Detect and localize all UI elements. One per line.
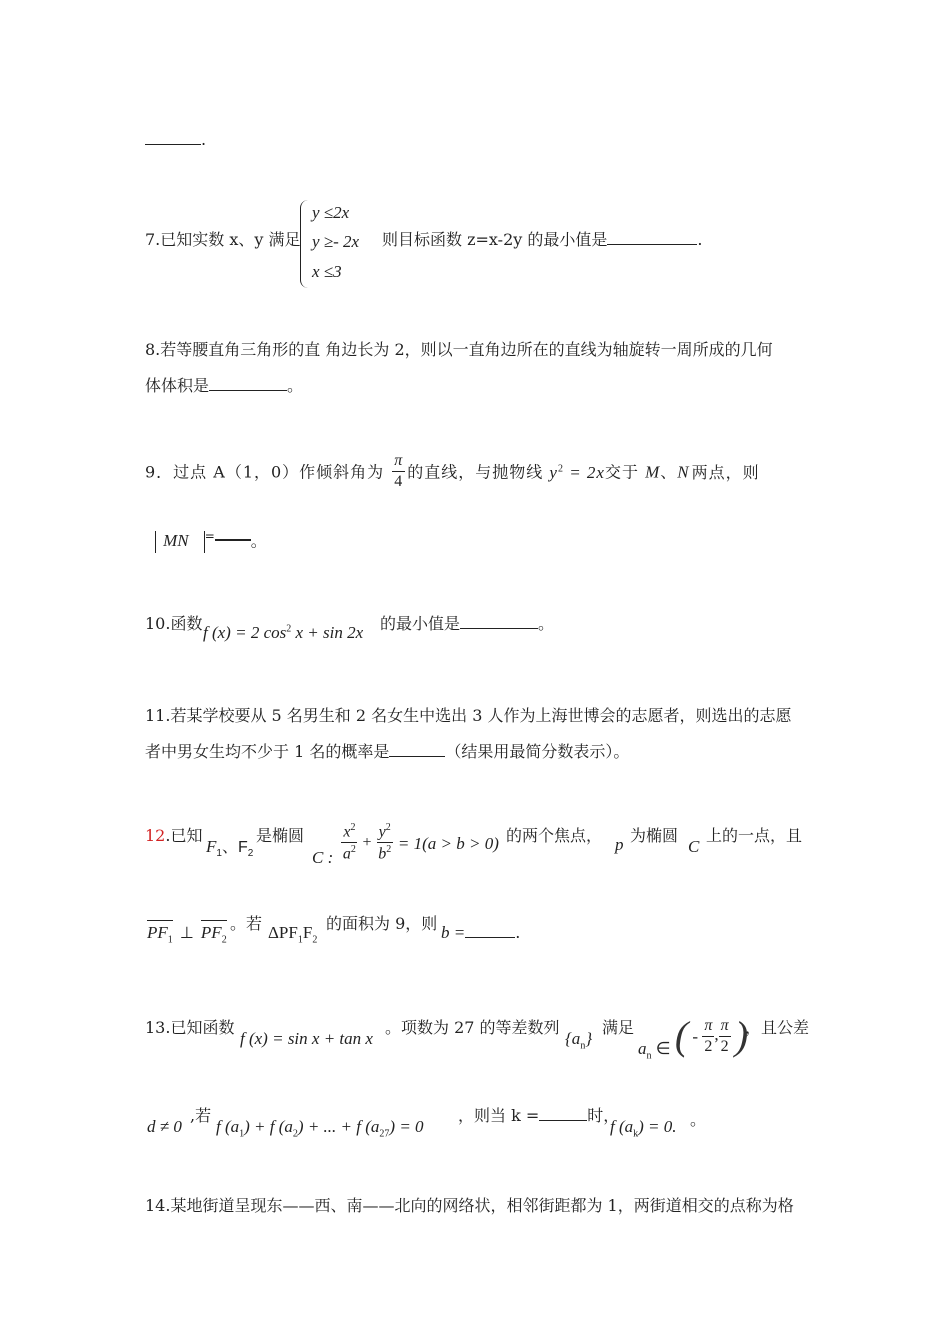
question-13-end: 。 — [690, 1110, 707, 1129]
question-12: 12.已知 — [145, 826, 203, 845]
question-12-on: 为椭圆 — [630, 826, 679, 845]
fak-expression: f $(a_k) = 0$. — [610, 1117, 677, 1140]
answer-blank — [145, 144, 201, 145]
question-12-foci: 的两个焦点， — [506, 826, 603, 845]
question-11-line2: 者中男女生均不少于 1 名的概率是 （结果用最简分数表示）。 — [145, 742, 630, 761]
question-7: 7.已知实数 x、y 满足 — [145, 230, 301, 249]
question-14-line1: 14.某地街道呈现东——西、南——北向的网络状，相邻街距都为 1，两街道相交的点称为格 — [145, 1196, 794, 1215]
constraint-1: y ≤2x — [312, 203, 350, 222]
foci-labels: $F_1$、$F_2$ — [206, 837, 254, 860]
answer-blank — [389, 756, 445, 757]
constraint-3: x ≤3 — [312, 262, 342, 281]
question-12-area: 的面积为 9，则 — [326, 914, 438, 933]
question-10-tail: 的最小值是 。 — [380, 614, 555, 633]
triangle-label: $\Delta PF_1F_2$ — [268, 923, 318, 946]
question-12-is: 是椭圆 — [256, 826, 305, 845]
question-9: 9．过点 A（1，0）作倾斜角为 $\frac{\pi}{4}$ 的直线，与抛物线 $y^2 = 2x$交于 M、N 两点，则 — [145, 452, 760, 490]
fraction-pi-4: $\frac{\pi}{4}$ — [394, 452, 404, 490]
abs-bar-left — [155, 531, 156, 553]
right-paren-icon: ) — [734, 1013, 749, 1058]
sum-expression: f $(a_1) + f$ $(a_2)$ + ... + f $(a_{27}) = 0$ — [216, 1117, 424, 1140]
question-13-line2: d ≠ 0 — [147, 1117, 182, 1136]
answer-blank — [607, 244, 697, 245]
question-13-satisfy: 满足 — [602, 1018, 635, 1037]
question-13-dot: 。项数为 27 的等差数列 — [385, 1018, 560, 1037]
question-13-then: ，则当 k = 时， — [458, 1106, 620, 1125]
constraint-2: y ≥- 2x — [312, 232, 360, 251]
question-13: 13.已知函数 — [145, 1018, 235, 1037]
answer-blank — [465, 937, 515, 938]
question-7-tail: 则目标函数 z=x-2y 的最小值是 . — [382, 230, 703, 249]
left-paren-icon: ( — [674, 1013, 689, 1058]
question-13-ruo: ,若 — [190, 1106, 212, 1125]
answer-blank — [539, 1120, 587, 1121]
answer-blank — [460, 628, 538, 629]
point-p: p — [615, 835, 624, 854]
answer-blank — [215, 539, 251, 541]
question-12-point: 上的一点，且 — [706, 826, 803, 845]
formula-10: f (x) = 2 $\cos^2 x + \sin 2x$ — [203, 623, 364, 642]
ellipse-equation: C : $\frac{x^2}{a^2}$ + $\frac{y^2}{b^2}$ = 1(a > b > 0) — [312, 822, 499, 867]
answer-blank — [209, 390, 287, 391]
top-blank-line: . — [145, 132, 206, 148]
question-12-ruo: 。若 — [230, 914, 263, 933]
question-9-answer: MN = 。 — [155, 530, 267, 553]
function-f: f (x) = sin x + tan x — [240, 1029, 373, 1048]
question-8-line2: 体体积是 。 — [145, 376, 304, 395]
ellipse-c: C — [688, 837, 700, 856]
question-11-line1: 11.若某学校要从 5 名男生和 2 名女生中选出 3 人作为上海世博会的志愿者，则选出的志愿 — [145, 706, 792, 725]
question-13-after: ，且公差 — [745, 1018, 810, 1037]
question-8-line1: 8.若等腰直角三角形的直 角边长为 2，则以一直角边所在的直线为轴旋转一周所成的几何 — [145, 340, 773, 359]
range-expression: $a_n$ ∈ ( - $\frac{\pi}{2}$ , $\frac{\pi}{2}$ ) — [638, 1013, 749, 1062]
sequence-a: $\{a_n\}$ — [565, 1029, 593, 1052]
question-10: 10.函数 — [145, 614, 203, 633]
question-12-answer: b = . — [441, 923, 521, 942]
question-12-line2: $PF_1$ ⊥ $PF_2$ — [147, 924, 227, 945]
